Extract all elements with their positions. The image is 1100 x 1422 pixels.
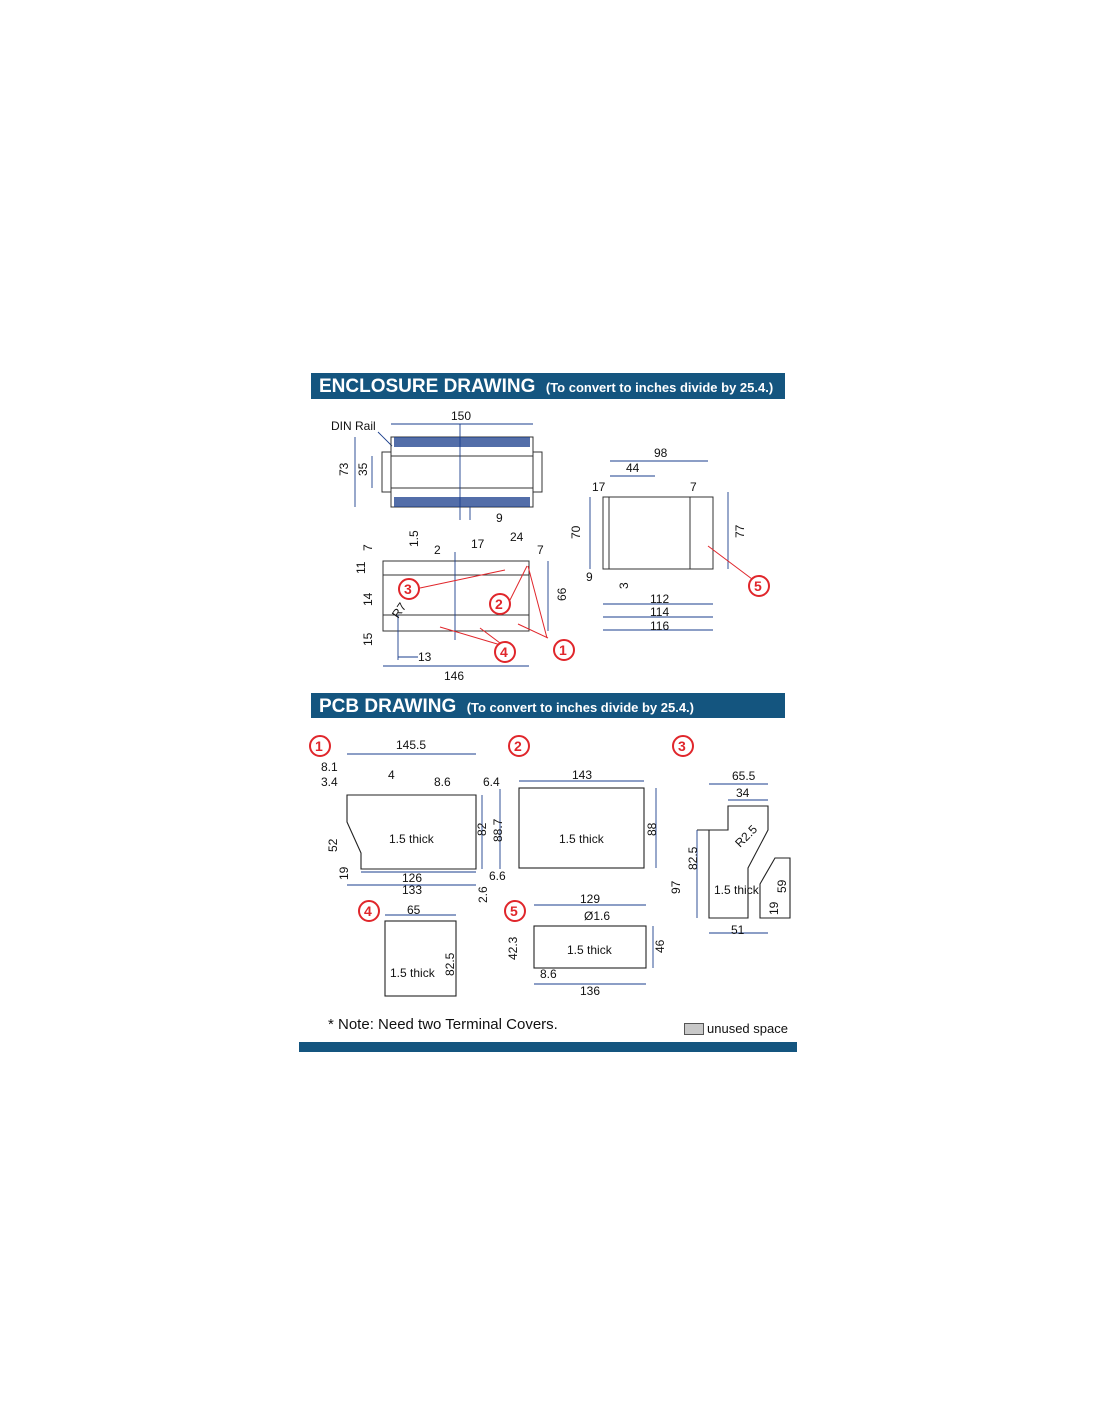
svg-text:6.4: 6.4 [483,775,500,789]
svg-text:R2.5: R2.5 [732,822,761,851]
svg-text:82: 82 [475,822,489,836]
svg-text:51: 51 [731,923,745,937]
pcb-3-outline [697,806,768,918]
svg-text:1.5 thick: 1.5 thick [559,832,604,846]
side-dim-77: 77 [733,524,747,538]
unused-space-swatch [684,1023,704,1035]
svg-text:3: 3 [678,738,686,754]
svg-text:3.4: 3.4 [321,775,338,789]
svg-text:34: 34 [736,786,750,800]
side-dim-116: 116 [650,619,670,633]
front-dim-11: 11 [354,561,368,574]
svg-text:1.5 thick: 1.5 thick [390,966,435,980]
pcb-2-outline [519,788,644,868]
svg-text:4: 4 [388,768,395,782]
pcb-2 [509,736,659,868]
svg-text:143: 143 [572,768,593,782]
svg-text:19: 19 [337,866,351,880]
side-dim-98: 98 [654,446,668,460]
svg-text:136: 136 [580,984,601,998]
svg-text:3: 3 [404,581,412,597]
svg-text:1.5 thick: 1.5 thick [714,883,759,897]
din-rail-label: DIN Rail [331,419,376,433]
svg-text:4: 4 [364,903,372,919]
front-dim-2: 2 [434,543,441,557]
svg-text:2: 2 [495,596,503,612]
svg-text:129: 129 [580,892,601,906]
svg-text:133: 133 [402,883,423,897]
svg-text:19: 19 [767,901,781,915]
pcb-3 [669,736,790,937]
front-dim-24: 24 [510,530,524,544]
front-dim-17: 17 [471,537,485,551]
svg-text:65: 65 [407,903,421,917]
side-dim-17: 17 [592,480,606,494]
side-dim-9: 9 [586,570,593,584]
svg-text:8.6: 8.6 [434,775,451,789]
svg-text:1.5 thick: 1.5 thick [567,943,612,957]
svg-text:97: 97 [669,880,683,894]
side-dim-44: 44 [626,461,640,475]
svg-text:65.5: 65.5 [732,769,756,783]
enclosure-title: ENCLOSURE DRAWING [319,376,536,397]
svg-text:145.5: 145.5 [396,738,427,752]
front-dim-7-right: 7 [537,543,544,557]
terminal-cover-note: * Note: Need two Terminal Covers. [328,1016,558,1033]
svg-text:2.6: 2.6 [476,886,490,903]
front-dim-15: 15 [361,632,375,646]
side-dim-114: 114 [650,605,670,619]
pcb-title: PCB DRAWING [319,696,457,717]
terminal-block-top [394,437,530,447]
enclosure-side-body [603,497,713,569]
svg-text:6.6: 6.6 [489,869,506,883]
svg-text:2: 2 [514,738,522,754]
pcb-5 [505,892,667,998]
svg-text:46: 46 [653,939,667,953]
svg-text:5: 5 [754,578,762,594]
svg-text:82.5: 82.5 [443,952,457,976]
side-dim-3: 3 [617,582,631,589]
enclosure-front-view [354,530,569,683]
pcb-subtitle: (To convert to inches divide by 25.4.) [466,700,694,715]
svg-text:8.1: 8.1 [321,760,338,774]
svg-text:126: 126 [402,871,423,885]
front-dim-13: 13 [418,650,432,664]
svg-text:1.5 thick: 1.5 thick [389,832,434,846]
pcb-4 [359,901,457,996]
dim-73: 73 [337,462,351,476]
unused-space-legend [684,1021,788,1036]
front-dim-r7: R7 [388,600,410,621]
side-dim-70: 70 [569,525,583,539]
enclosure-subtitle: (To convert to inches divide by 25.4.) [545,380,774,395]
svg-text:88.7: 88.7 [491,818,505,842]
din-rail-leader [378,432,392,446]
svg-text:59: 59 [775,879,789,893]
dim-9-top: 9 [496,511,503,525]
enclosure-side-view [569,446,747,633]
svg-text:82.5: 82.5 [686,846,700,870]
front-dim-66: 66 [555,587,569,601]
unused-space-label: unused space [707,1021,788,1036]
svg-text:42.3: 42.3 [506,936,520,960]
svg-text:52: 52 [326,838,340,852]
svg-text:88: 88 [645,822,659,836]
dim-150: 150 [451,409,472,423]
svg-text:8.6: 8.6 [540,967,557,981]
front-dim-1-5: 1.5 [407,530,421,547]
svg-text:5: 5 [510,903,518,919]
side-dim-112: 112 [650,592,670,606]
svg-text:1: 1 [559,642,567,658]
front-dim-14: 14 [361,592,375,606]
bottom-bar [299,1042,797,1052]
svg-text:1: 1 [315,738,323,754]
enclosure-top-body [391,437,533,507]
terminal-block-bottom [394,497,530,507]
pcb-1 [310,736,506,903]
front-dim-146: 146 [444,669,465,683]
svg-text:4: 4 [500,644,508,660]
front-dim-7-left: 7 [361,544,375,551]
enclosure-top-view [331,409,542,525]
dim-35: 35 [356,462,370,476]
svg-text:Ø1.6: Ø1.6 [584,909,611,923]
side-dim-7: 7 [690,480,697,494]
